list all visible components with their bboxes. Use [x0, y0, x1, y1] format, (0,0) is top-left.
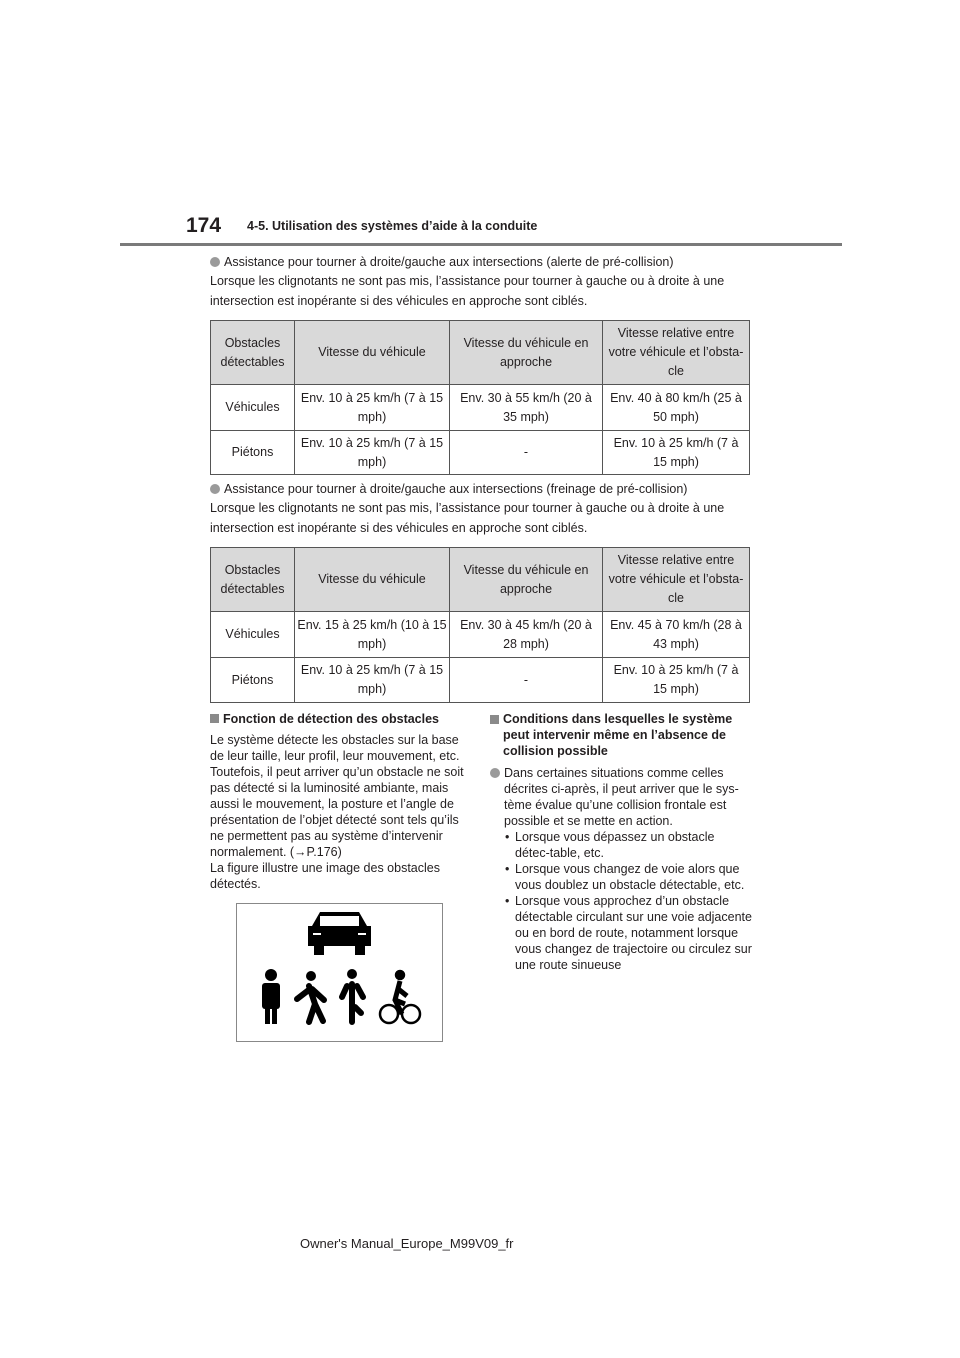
cell: Env. 10 à 25 km/h (7 à 15 mph) — [295, 431, 450, 475]
th: Vitesse relative entre votre véhicule et l’obsta-cle — [603, 548, 750, 612]
right-column: Conditions dans lesquelles le système peut intervenir même en l’absence de collision possible Dans certaines situations comme celles décrites ci-après, il peut arriver que le sys-tème évalue qu’une collision frontale est possible et se mette en action. • Lorsque vous dépassez un obstacle détec-table, etc. • Lorsque vous changez de voie alors que vous doublez un obstacle détectable, etc. • Lorsque vous approchez d’un obstacle détectable circulant sur une voie adjacente ou en bord de route, notamment lorsque vous changez de trajectoire ou circulez sur une route sinueuse — [490, 711, 752, 973]
section1-text: Lorsque les clignotants ne sont pas mis, l’assistance pour tourner à gauche ou à droite à une intersection est inopérante si des véhicules en approche sont ciblés. — [210, 274, 725, 308]
list-item: Lorsque vous approchez d’un obstacle détectable circulant sur une voie adjacente ou en bord de route, notamment lorsque vous changez de trajectoire ou circulez sur une route sinueuse — [515, 894, 752, 972]
th: Vitesse du véhicule en approche — [450, 321, 603, 385]
page-number: 174 — [186, 214, 222, 237]
header-rule — [120, 243, 842, 246]
footer: Owner's Manual_Europe_M99V09_fr — [300, 1236, 514, 1251]
cell: Env. 40 à 80 km/h (25 à 50 mph) — [603, 385, 750, 431]
cell: Piétons — [211, 431, 295, 475]
cell: - — [450, 431, 603, 475]
pedestrian-walking-icon — [297, 971, 324, 1022]
car-icon — [308, 912, 371, 955]
th: Vitesse du véhicule en approche — [450, 548, 603, 612]
table-row — [211, 612, 750, 658]
cell: Env. 10 à 25 km/h (7 à 15 mph) — [603, 658, 750, 703]
table-alert — [210, 320, 750, 475]
right-title: Conditions dans lesquelles le système peut intervenir même en l’absence de collision possible — [503, 712, 733, 758]
left-column — [210, 711, 468, 892]
left-text2: La figure illustre une image des obstacles détectés. — [210, 861, 440, 891]
table-row — [211, 385, 750, 431]
cell: Env. 10 à 25 km/h (7 à 15 mph) — [295, 385, 450, 431]
pedestrian-facing-icon — [342, 969, 363, 1022]
table-braking — [210, 547, 750, 703]
th: Vitesse relative entre votre véhicule et l’obsta-cle — [603, 321, 750, 385]
pedestrian-standing-icon — [262, 969, 280, 1024]
right-bullet: Dans certaines situations comme celles décrites ci-après, il peut arriver que le sys-tème évalue qu’une collision frontale est possible et se mette en action. — [504, 766, 739, 828]
list-item: Lorsque vous dépassez un obstacle détec-table, etc. — [515, 830, 715, 860]
table-row — [211, 431, 750, 475]
bullet-icon — [210, 484, 220, 494]
bullet-icon — [210, 257, 220, 267]
cell: Env. 45 à 70 km/h (28 à 43 mph) — [603, 612, 750, 658]
section2-text: Lorsque les clignotants ne sont pas mis, l’assistance pour tourner à gauche ou à droite à une intersection est inopérante si des véhicules en approche sont ciblés. — [210, 501, 725, 535]
section2-title — [210, 480, 770, 500]
list-item: Lorsque vous changez de voie alors que vous doublez un obstacle détectable, etc. — [515, 862, 745, 892]
th: Obstacles détectables — [211, 548, 295, 612]
th: Vitesse du véhicule — [295, 548, 450, 612]
cell: - — [450, 658, 603, 703]
cell: Véhicules — [211, 612, 295, 658]
cell: Env. 10 à 25 km/h (7 à 15 mph) — [295, 658, 450, 703]
obstacles-figure — [236, 903, 443, 1042]
square-bullet-icon — [210, 714, 219, 723]
section1-title-text: Assistance pour tourner à droite/gauche aux intersections (alerte de pré-collision) — [224, 255, 674, 269]
cell: Véhicules — [211, 385, 295, 431]
left-title: Fonction de détection des obstacles — [223, 712, 440, 726]
cell: Env. 30 à 55 km/h (20 à 35 mph) — [450, 385, 603, 431]
cell: Env. 15 à 25 km/h (10 à 15 mph) — [295, 612, 450, 658]
th: Obstacles détectables — [211, 321, 295, 385]
cell: Env. 10 à 25 km/h (7 à 15 mph) — [603, 431, 750, 475]
th: Vitesse du véhicule — [295, 321, 450, 385]
table-row — [211, 658, 750, 703]
cell: Env. 30 à 45 km/h (20 à 28 mph) — [450, 612, 603, 658]
section-header: 4-5. Utilisation des systèmes d’aide à la conduite — [247, 219, 538, 233]
section1-title — [210, 253, 770, 273]
section2-title-text: Assistance pour tourner à droite/gauche aux intersections (freinage de pré-collision) — [224, 482, 688, 496]
bullet-icon — [490, 768, 500, 778]
square-bullet-icon — [490, 715, 499, 724]
cell: Piétons — [211, 658, 295, 703]
cyclist-icon — [380, 971, 420, 1023]
left-text: Le système détecte les obstacles sur la base de leur taille, leur profil, leur mouvement, etc. Toutefois, il peut arriver qu’un obstacle ne soit pas détecté si la luminosité ambiante, mais aussi le mouvement, la posture et l’angle de présentation de l’objet détecté sont tels qu’ils ne permettent pas au système d’intervenir normalement. (→P.176) — [210, 733, 464, 859]
